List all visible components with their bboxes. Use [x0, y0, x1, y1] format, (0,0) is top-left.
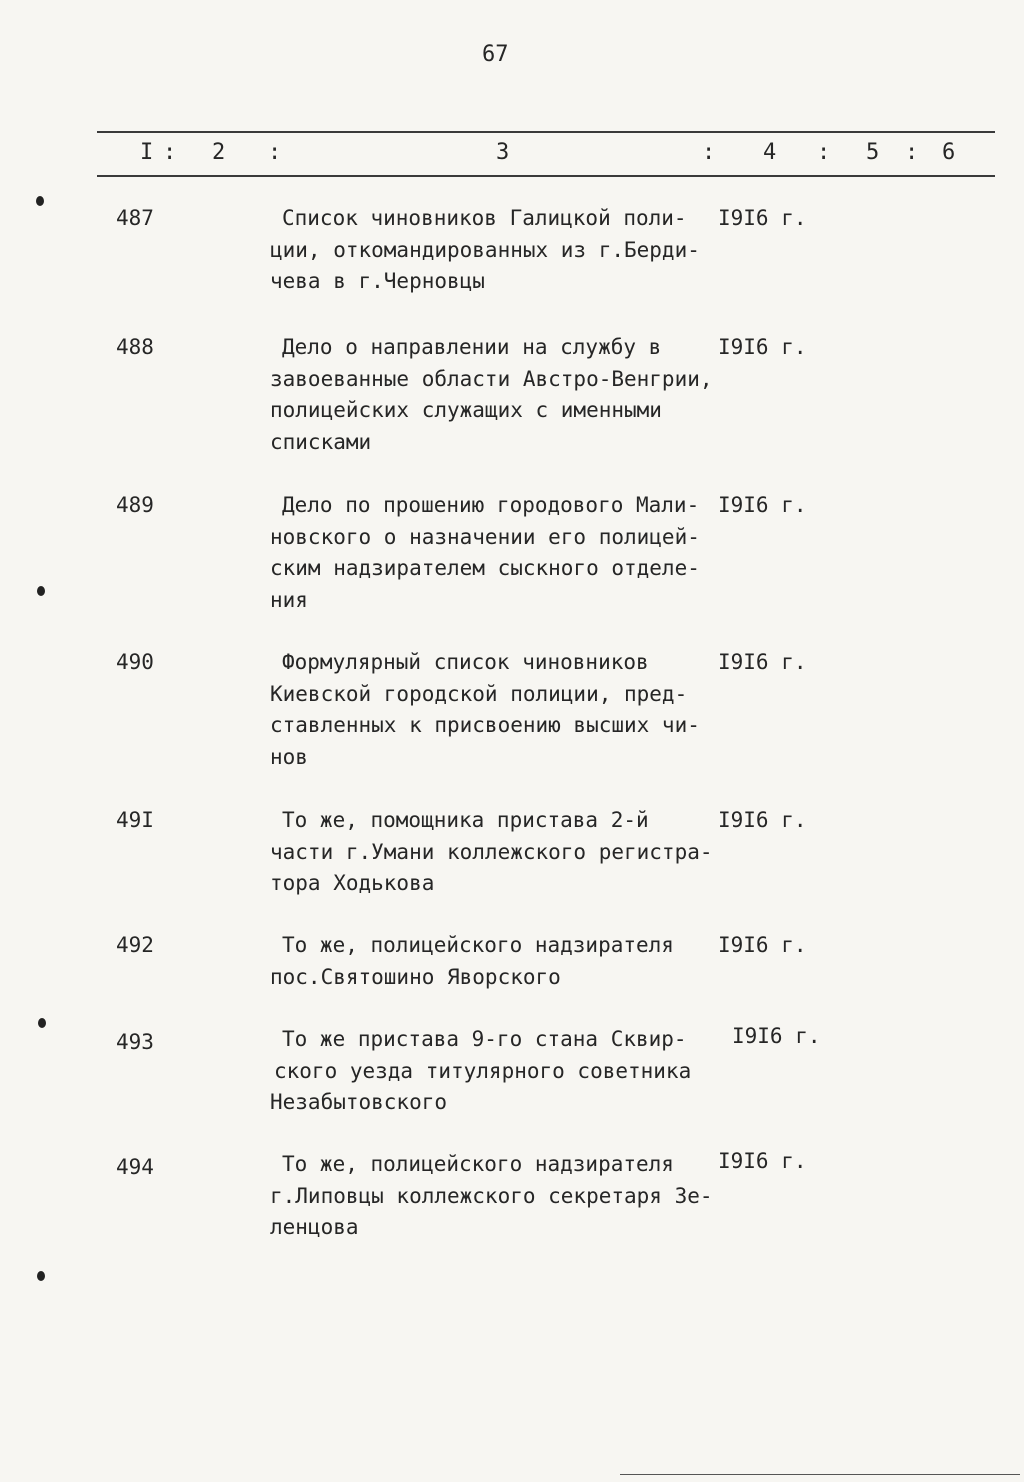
record-year: I9I6 г.: [732, 1024, 821, 1048]
record-description: [270, 805, 730, 900]
table-top-rule: [97, 131, 995, 133]
record-description: [270, 203, 730, 298]
record-description: [270, 332, 730, 458]
column-header-5: 5: [866, 140, 880, 165]
description-line: Список чиновников Галицкой поли-: [282, 206, 687, 230]
record-number: 490: [116, 650, 154, 674]
record-description: [270, 930, 730, 993]
description-line: То же, помощника пристава 2-й: [282, 808, 649, 832]
description-line: Киевской городской полиции, пред-: [270, 681, 688, 706]
description-line: Формулярный список чиновников: [282, 650, 649, 674]
record-year: I9I6 г.: [718, 933, 807, 957]
record-year: I9I6 г.: [718, 650, 807, 674]
column-header-3: 3: [496, 140, 510, 165]
column-separator: :: [817, 140, 831, 165]
column-header-4: 4: [763, 140, 777, 165]
description-line: ским надзирателем сыскного отделе-: [270, 556, 700, 580]
page-number: 67: [482, 42, 509, 67]
column-separator: :: [905, 140, 919, 165]
column-header-2: 2: [212, 140, 226, 165]
record-number: 489: [116, 493, 154, 517]
record-year: I9I6 г.: [718, 493, 807, 517]
binding-mark: [37, 1271, 45, 1281]
column-header-6: 6: [942, 140, 956, 165]
binding-mark: [37, 586, 45, 596]
record-year: I9I6 г.: [718, 1149, 807, 1173]
column-separator: :: [702, 140, 716, 165]
column-separator: :: [163, 140, 177, 165]
record-number: 488: [116, 335, 154, 359]
column-separator: :: [268, 140, 282, 165]
binding-mark: [38, 1018, 46, 1028]
description-line: То же, полицейского надзирателя: [282, 933, 674, 957]
table-header-bottom-rule: [97, 175, 995, 177]
record-year: I9I6 г.: [718, 335, 807, 359]
description-line: пос.Святошино Яворского: [270, 964, 561, 989]
record-description: [270, 1024, 730, 1119]
page-bottom-edge-line: [620, 1474, 1020, 1475]
description-line: завоеванные области Австро-Венгрии,: [270, 366, 713, 391]
record-number: 494: [116, 1155, 154, 1179]
description-line: новского о назначении его полицей-: [270, 524, 700, 549]
record-description: [270, 647, 730, 773]
description-line: То же, полицейского надзирателя: [282, 1152, 674, 1176]
description-line: списками: [270, 429, 372, 454]
description-line: г.Липовцы коллежского секретаря Зе-: [270, 1183, 713, 1208]
description-line: ского уезда титулярного советника: [274, 1058, 692, 1083]
record-number: 492: [116, 933, 154, 957]
description-line: Дело о направлении на службу в: [282, 335, 662, 359]
description-line: ленцова: [270, 1215, 359, 1239]
record-description: [270, 490, 730, 616]
description-line: ния: [270, 587, 308, 612]
record-year: I9I6 г.: [718, 808, 807, 832]
column-header-1: I: [140, 140, 154, 165]
binding-mark: [36, 196, 44, 206]
description-line: части г.Умани коллежского регистра-: [270, 839, 713, 864]
record-description: [270, 1149, 730, 1244]
record-year: I9I6 г.: [718, 206, 807, 230]
record-number: 49I: [116, 808, 154, 832]
description-line: полицейских служащих с именными: [270, 398, 662, 422]
description-line: Незабытовского: [270, 1090, 448, 1114]
description-line: Дело по прошению городового Мали-: [282, 493, 700, 517]
description-line: чева в г.Черновцы: [270, 269, 485, 293]
description-line: ции, откомандированных из г.Берди-: [270, 237, 700, 262]
description-line: То же пристава 9-го стана Сквир-: [282, 1027, 687, 1051]
description-line: тора Ходькова: [270, 871, 435, 895]
description-line: нов: [270, 744, 308, 769]
record-number: 493: [116, 1030, 154, 1054]
record-number: 487: [116, 206, 154, 230]
description-line: ставленных к присвоению высших чи-: [270, 713, 700, 737]
